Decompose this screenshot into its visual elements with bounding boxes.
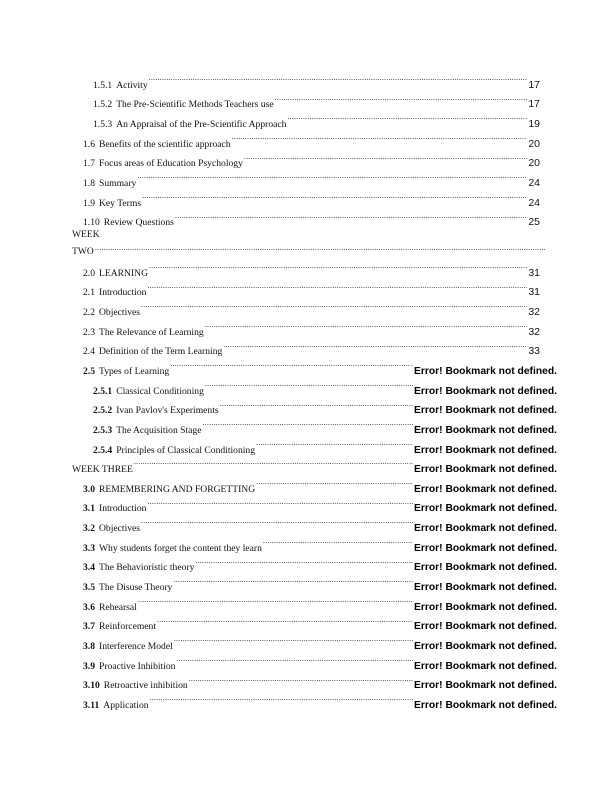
bookmark-error: Error! Bookmark not defined. [413,680,557,692]
dot-leader [263,531,413,551]
dot-leader [202,413,413,433]
toc-entry[interactable] [0,68,540,91]
entry-number: 3.11 [83,700,100,712]
entry-title: Principles of Classical Conditioning [116,444,256,456]
dot-leader [134,453,413,473]
toc-entry[interactable] [0,276,540,299]
bookmark-error: Error! Bookmark not defined. [413,464,557,476]
dot-leader [174,629,413,649]
dot-leader [205,374,413,394]
week-two-line2: TWO [72,246,94,258]
dot-leader [256,472,413,492]
entry-number: 3.9 [83,660,95,672]
dot-leader [244,147,527,167]
entry-number: 1.10 [83,217,100,229]
entry-number: 1.5.3 [93,118,113,130]
bookmark-error: Error! Bookmark not defined. [413,660,557,672]
bookmark-error: Error! Bookmark not defined. [413,562,557,574]
entry-number: 3.10 [83,680,100,692]
entry-title: Introduction [99,287,147,299]
entry-title: LEARNING [99,267,149,279]
dot-leader [142,186,527,206]
bookmark-error: Error! Bookmark not defined. [413,621,557,633]
dot-leader [149,68,528,88]
page-number: 31 [528,286,540,299]
dot-leader [170,354,413,374]
bookmark-error: Error! Bookmark not defined. [413,641,557,653]
dot-leader [275,88,528,108]
dot-leader [220,394,413,414]
dot-leader [138,590,413,610]
entry-number: 2.1 [83,287,95,299]
toc-entry[interactable] [0,256,540,279]
dot-leader [189,669,413,689]
entry-title: Introduction [99,503,147,515]
entry-number: 1.5.2 [93,99,113,111]
page-number: 31 [528,266,540,279]
dot-leader [176,649,412,669]
entry-number: 3.4 [83,562,95,574]
dot-leader [157,610,413,630]
toc-entry[interactable] [0,166,540,189]
entry-title: Activity [116,79,148,91]
page-number: 33 [528,345,540,358]
entry-number: 2.5.2 [93,405,113,417]
bookmark-error: Error! Bookmark not defined. [413,483,557,495]
page-number: 24 [528,176,540,189]
entry-title: Proactive Inhibition [99,660,176,672]
toc-entry[interactable] [0,147,540,170]
dot-leader [232,127,528,147]
entry-title: Types of Learning [99,365,170,377]
entry-title: Why students forget the content they learn [99,542,262,554]
entry-number: 3.1 [83,503,95,515]
toc-entry[interactable] [0,88,540,111]
entry-number: 2.2 [83,306,95,318]
dot-leader [147,276,527,296]
entry-title: Classical Conditioning [116,385,204,397]
page-number: 32 [528,325,540,338]
table-of-contents [0,68,612,712]
bookmark-error: Error! Bookmark not defined. [413,700,557,712]
bookmark-error: Error! Bookmark not defined. [413,424,557,436]
page-number: 25 [528,216,540,229]
entry-number: 1.5.1 [93,79,113,91]
toc-entry[interactable] [0,206,540,229]
entry-number: 1.6 [83,138,95,150]
entry-title: Definition of the Term Learning [99,346,223,358]
entry-number: 1.7 [83,158,95,170]
entry-title: Review Questions [103,217,174,229]
entry-number: 3.3 [83,542,95,554]
entry-title: The Acquisition Stage [116,424,202,436]
entry-number: 3.6 [83,601,95,613]
bookmark-error: Error! Bookmark not defined. [413,405,557,417]
entry-title: An Appraisal of the Pre-Scientific Approach [116,118,287,130]
entry-number: 2.5.3 [93,424,113,436]
dot-leader [287,107,527,127]
entry-title: Ivan Pavlov's Experiments [116,405,219,417]
bookmark-error: Error! Bookmark not defined. [413,523,557,535]
bookmark-error: Error! Bookmark not defined. [413,601,557,613]
toc-entry[interactable] [0,295,540,318]
entry-number: 3.5 [83,582,95,594]
dot-leader [173,570,413,590]
bookmark-error: Error! Bookmark not defined. [413,444,557,456]
entry-title: Interference Model [99,641,173,653]
dot-leader [195,551,413,571]
entry-number: 1.8 [83,177,95,189]
dot-leader [137,166,527,186]
dot-leader [147,492,413,512]
dot-leader [141,511,413,531]
entry-number: 3.2 [83,523,95,535]
dot-leader [149,256,527,276]
entry-number: 2.5 [83,365,95,377]
entry-title: Application [103,700,149,712]
entry-title: Objectives [99,306,141,318]
page-number: 17 [528,98,540,111]
entry-title: The Disuse Theory [99,582,173,594]
entry-title: REMEMBERING AND FORGETTING [99,483,256,495]
entry-title: Summary [99,177,137,189]
entry-title: Focus areas of Education Psychology [99,158,243,170]
page-number: 32 [528,305,540,318]
entry-title: The Pre-Scientific Methods Teachers use [116,99,274,111]
page-number: 20 [528,137,540,150]
dot-leader [95,241,545,254]
toc-entry[interactable] [0,186,540,209]
bookmark-error: Error! Bookmark not defined. [413,385,557,397]
entry-number: 2.4 [83,346,95,358]
entry-number: 2.0 [83,267,95,279]
entry-title: Objectives [99,523,141,535]
entry-title: Key Terms [99,197,142,209]
entry-number: 3.0 [83,483,95,495]
page-number: 20 [528,157,540,170]
entry-number: 3.8 [83,641,95,653]
dot-leader [256,433,413,453]
entry-title: Reinforcement [99,621,157,633]
entry-title: The Behavioristic theory [99,562,195,574]
dot-leader [150,688,413,708]
entry-number: 1.9 [83,197,95,209]
entry-title: Retroactive inhibition [103,680,188,692]
entry-title: The Relevance of Learning [99,326,204,338]
toc-heading-week-two[interactable] [0,225,546,256]
dot-leader [205,315,528,335]
dot-leader [223,335,527,355]
toc-entry[interactable] [0,127,540,150]
bookmark-error: Error! Bookmark not defined. [413,542,557,554]
entry-number: 3.7 [83,621,95,633]
toc-entry[interactable] [0,315,540,338]
week-two-line1: WEEK [72,229,100,241]
entry-number: 2.3 [83,326,95,338]
toc-entry[interactable] [0,335,540,358]
bookmark-error: Error! Bookmark not defined. [413,365,557,377]
bookmark-error: Error! Bookmark not defined. [413,503,557,515]
dot-leader [175,206,527,226]
dot-leader [141,295,527,315]
entry-number: 2.5.4 [93,444,113,456]
entry-number: 2.5.1 [93,385,113,397]
entry-title: WEEK THREE [72,464,133,476]
page-number: 24 [528,196,540,209]
page-number: 17 [528,78,540,91]
page-number: 19 [528,117,540,130]
entry-title: Benefits of the scientific approach [99,138,231,150]
bookmark-error: Error! Bookmark not defined. [413,582,557,594]
entry-title: Rehearsal [99,601,137,613]
